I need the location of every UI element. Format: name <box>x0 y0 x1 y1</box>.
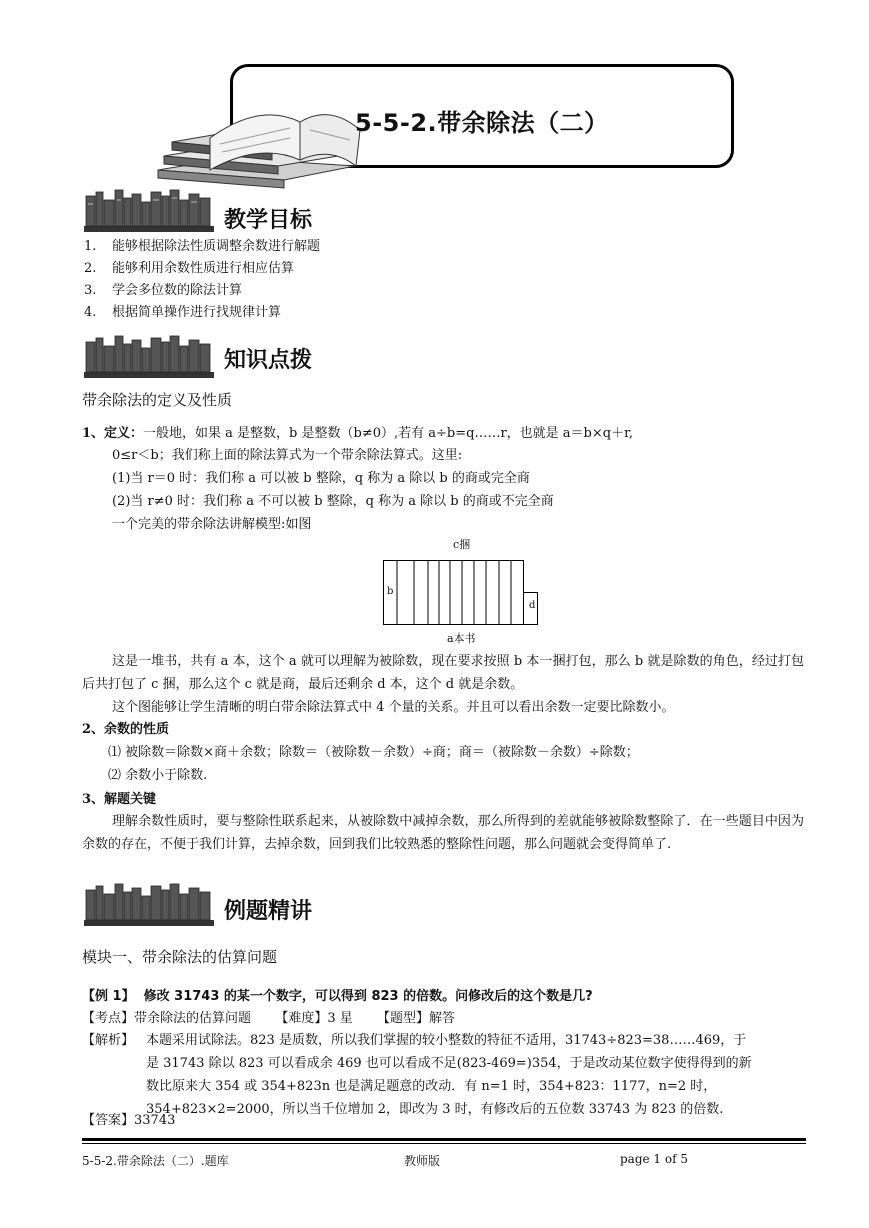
footer-rule-thin <box>82 1143 806 1144</box>
diagram-top-label: c捆 <box>453 538 471 551</box>
list-item: 3. 学会多位数的除法计算 <box>84 283 243 298</box>
diagram-b-label: b <box>387 586 394 597</box>
property-1: ⑴ 被除数＝除数×商＋余数；除数＝（被除数－余数）÷商；商＝（被除数－余数）÷除数； <box>108 745 639 760</box>
key-heading: 3、解题关键 <box>82 792 157 807</box>
key-paragraph: 理解余数性质时，要与整除性联系起来，从被除数中减掉余数，那么所得到的差就能够被除数整除了．在一些题目中因为余数的存在，不便于我们计算，去掉余数，回到我们比较熟悉的整除性问题，那么问题就会变得简单了. <box>82 814 804 852</box>
diagram-bottom-label: a本书 <box>447 632 476 645</box>
example-question: 【例 1】 修改 31743 的某一个数字，可以得到 823 的倍数。问修改后的这个数是几? <box>82 989 593 1004</box>
explanation-paragraph: 这是一堆书，共有 a 本，这个 a 就可以理解为被除数，现在要求按照 b 本一捆打包，那么 b 就是除数的角色，经过打包后共打包了 c 捆，那么这个 c 就是商，最后还剩余 d 本，这个 d 就是余数。 <box>82 654 804 692</box>
definition-line-2: 0≤r＜b；我们称上面的除法算式为一个带余除法算式。这里: <box>112 448 463 463</box>
bookshelf-icon <box>84 332 214 378</box>
solution-label: 【解析】 <box>82 1033 135 1048</box>
definition-line-1: 1、定义：一般地，如果 a 是整数，b 是整数（b≠0）,若有 a÷b=q……r，也就是 a＝b×q＋r, <box>82 426 633 441</box>
goal-list <box>84 236 320 324</box>
footer-center: 教师版 <box>404 1154 441 1168</box>
section-heading-goals: 教学目标 <box>224 208 313 233</box>
solution-line-4: 354+823×2=2000，所以当千位增加 2，即改为 3 时，有修改后的五位数 33743 为 823 的倍数. <box>146 1102 724 1117</box>
module-title: 模块一、带余除法的估算问题 <box>82 948 278 966</box>
list-item: 2. 能够利用余数性质进行相应估算 <box>84 261 295 276</box>
section-heading-knowledge: 知识点拨 <box>224 348 313 373</box>
property-heading: 2、余数的性质 <box>82 722 170 737</box>
page-title: 5-5-2.带余除法（二） <box>355 109 609 137</box>
section-heading-examples: 例题精讲 <box>224 899 313 924</box>
answer: 【答案】33743 <box>82 1113 176 1128</box>
definition-line-5: 一个完美的带余除法讲解模型:如图 <box>112 517 312 532</box>
footer-left: 5-5-2.带余除法（二）.题库 <box>82 1154 229 1168</box>
bookshelf-icon <box>84 186 214 232</box>
diagram-d-label: d <box>529 600 536 611</box>
footer-rule <box>82 1138 806 1141</box>
books-bundle-diagram <box>383 560 543 626</box>
books-division-diagram <box>383 536 553 648</box>
footer-page-number: page 1 of 5 <box>620 1152 688 1166</box>
list-item: 4. 根据简单操作进行找规律计算 <box>84 305 282 320</box>
list-item: 1. 能够根据除法性质调整余数进行解题 <box>84 239 321 254</box>
definition-line-3: (1)当 r＝0 时：我们称 a 可以被 b 整除，q 称为 a 除以 b 的商或完全商 <box>112 471 530 486</box>
bookshelf-icon <box>84 880 214 926</box>
definition-line-4: (2)当 r≠0 时：我们称 a 不可以被 b 整除，q 称为 a 除以 b 的商或不完全商 <box>112 494 554 509</box>
explanation-paragraph-2: 这个图能够让学生清晰的明白带余除法算式中 4 个量的关系。并且可以看出余数一定要比除数小。 <box>112 700 675 715</box>
solution-line-3: 数比原来大 354 或 354+823n 也是满足题意的改动．有 n=1 时，354+823：1177，n=2 时， <box>146 1079 717 1094</box>
solution-line-1: 本题采用试除法。823 是质数，所以我们掌握的较小整数的特征不适用，31743÷823=38……469，于 <box>146 1033 747 1048</box>
property-2: ⑵ 余数小于除数. <box>108 768 208 783</box>
example-meta: 【考点】带余除法的估算问题 【难度】3 星 【题型】解答 <box>82 1011 456 1026</box>
books-illustration-icon <box>150 100 365 190</box>
knowledge-subtitle: 带余除法的定义及性质 <box>82 391 233 409</box>
solution-line-2: 是 31743 除以 823 可以看成余 469 也可以看成不足(823-469=)354，于是改动某位数字使得得到的新 <box>146 1056 752 1071</box>
